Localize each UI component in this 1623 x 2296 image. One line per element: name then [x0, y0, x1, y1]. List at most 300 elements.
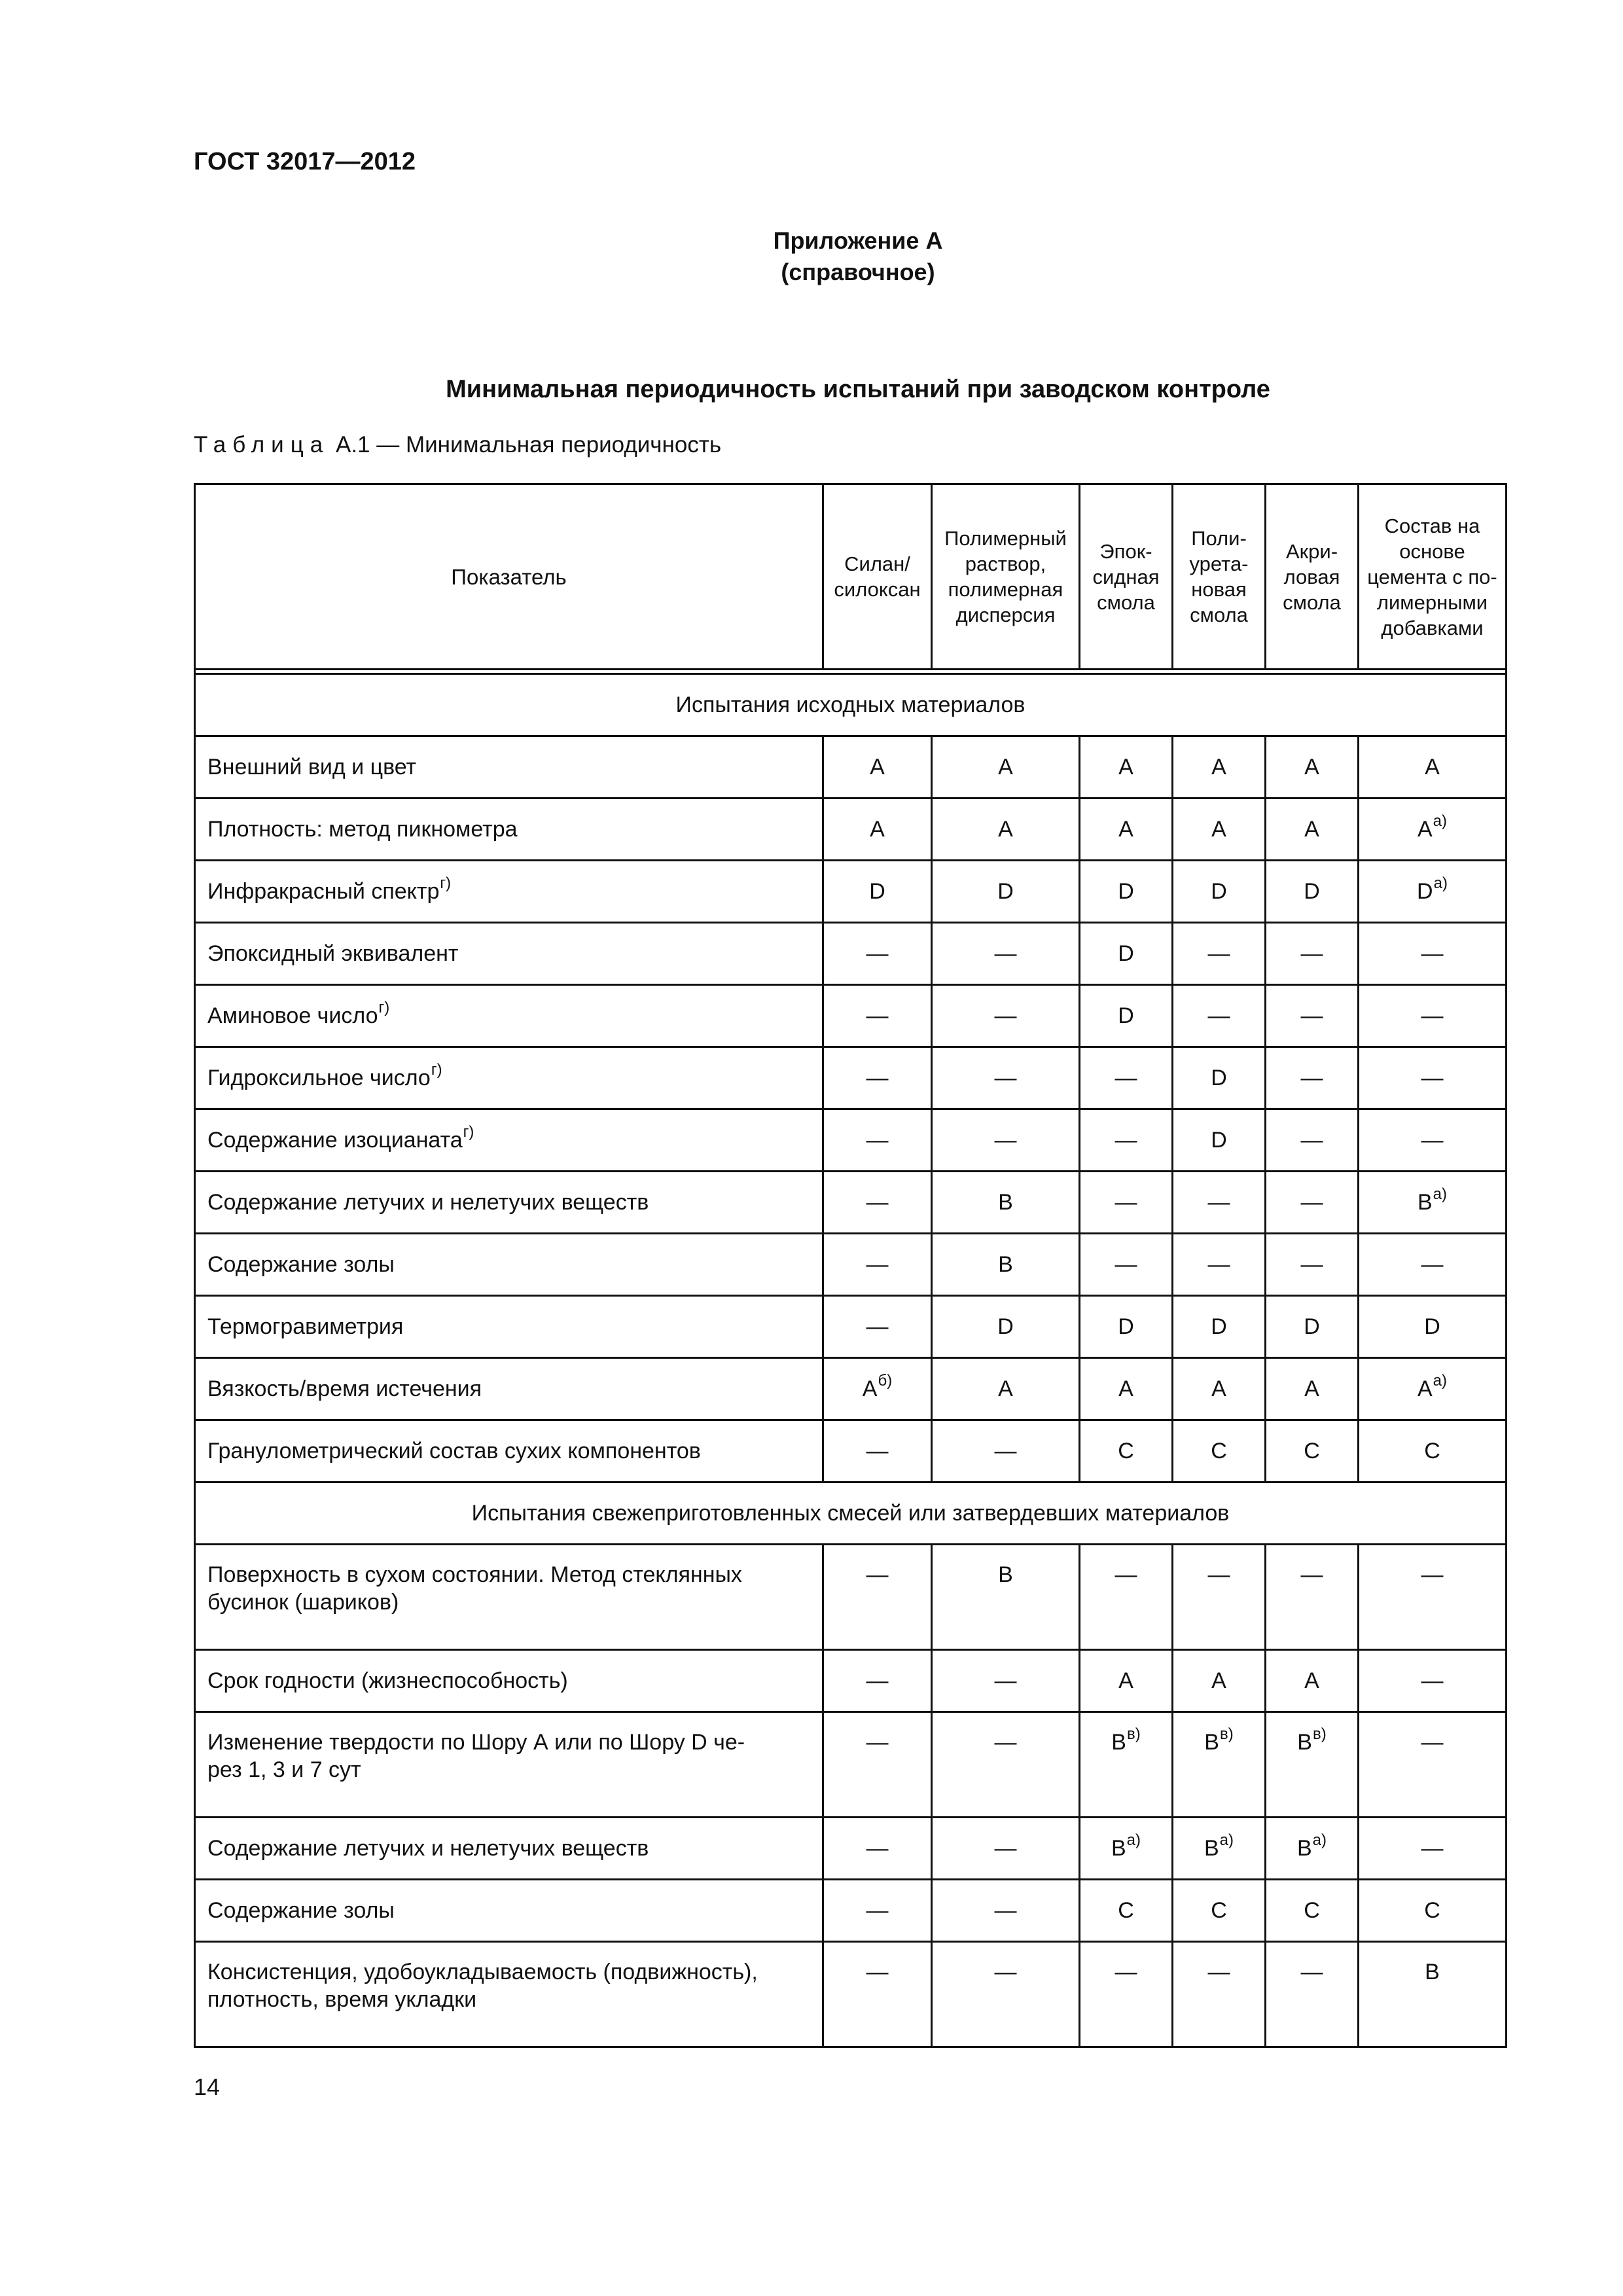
- parameter-name: [195, 1712, 823, 1818]
- header-line: Полимерный: [944, 527, 1067, 550]
- parameter-text: Содержание летучих и нелетучих веществ: [207, 1190, 649, 1215]
- value-cell: [1266, 1047, 1359, 1109]
- footnote-mark: г): [431, 1061, 442, 1079]
- value-text: A: [1304, 1376, 1319, 1401]
- value-cell: [1266, 1545, 1359, 1650]
- value-cell: [1266, 1712, 1359, 1818]
- value-text: —: [994, 1668, 1017, 1693]
- value-text: —: [994, 1960, 1017, 1984]
- value-cell: [823, 985, 932, 1047]
- value-text: B: [1204, 1730, 1219, 1755]
- value-text: —: [994, 941, 1017, 966]
- value-text: —: [1207, 941, 1230, 966]
- header-row: [195, 484, 1507, 670]
- value-cell: [1359, 1818, 1507, 1880]
- parameter-text: бусинок (шариков): [207, 1590, 399, 1615]
- value-cell: [823, 1172, 932, 1234]
- parameter-name: [195, 1109, 823, 1172]
- value-text: A: [1417, 1376, 1433, 1401]
- value-text: A: [1304, 755, 1319, 780]
- value-cell: [932, 1172, 1080, 1234]
- value-text: A: [1425, 755, 1440, 780]
- value-text: —: [994, 1003, 1017, 1028]
- value-cell: [1173, 923, 1266, 985]
- value-cell: [823, 1545, 932, 1650]
- value-cell: [1359, 736, 1507, 798]
- value-cell: [932, 1818, 1080, 1880]
- parameter-name: [195, 1880, 823, 1942]
- value-text: —: [1207, 1562, 1230, 1587]
- value-text: A: [1118, 1376, 1133, 1401]
- section-title: Минимальная периодичность испытаний при заводском контроле: [446, 376, 1270, 403]
- header-line: смола: [1283, 590, 1341, 614]
- value-cell: [1359, 1296, 1507, 1358]
- footnote-mark: а): [1433, 812, 1448, 831]
- parameter-name: [195, 1234, 823, 1296]
- value-text: —: [1421, 1562, 1444, 1587]
- value-cell: [1266, 1650, 1359, 1712]
- column-header-param: Показатель: [195, 484, 823, 670]
- value-text: —: [866, 1668, 889, 1693]
- footnote-mark: в): [1312, 1725, 1327, 1744]
- value-text: —: [1300, 1562, 1323, 1587]
- parameter-name: [195, 1296, 823, 1358]
- table-caption-text: — Минимальная периодичность: [370, 432, 722, 457]
- value-text: A: [1118, 817, 1133, 842]
- value-cell: [1080, 1545, 1173, 1650]
- footnote-mark: а): [1433, 874, 1448, 893]
- value-text: A: [1417, 817, 1433, 842]
- parameter-text: Гидроксильное число: [207, 1066, 431, 1090]
- value-cell: [932, 736, 1080, 798]
- value-cell: [1359, 1712, 1507, 1818]
- group-title: Испытания исходных материалов: [195, 674, 1507, 736]
- value-cell: [823, 1047, 932, 1109]
- value-text: D: [1118, 879, 1134, 904]
- value-text: D: [1211, 1314, 1227, 1339]
- parameter-name: [195, 798, 823, 861]
- value-cell: [1080, 1047, 1173, 1109]
- value-cell: [932, 1358, 1080, 1420]
- value-cell: [1173, 1296, 1266, 1358]
- value-cell: [932, 1420, 1080, 1482]
- footnote-mark: б): [878, 1372, 893, 1390]
- value-cell: [823, 1296, 932, 1358]
- value-text: A: [998, 1376, 1013, 1401]
- parameter-text: Внешний вид и цвет: [207, 755, 417, 780]
- value-text: —: [1300, 1190, 1323, 1215]
- value-text: D: [1304, 1314, 1320, 1339]
- table-row: [195, 1420, 1507, 1482]
- value-text: —: [1115, 1562, 1137, 1587]
- value-cell: [1359, 1420, 1507, 1482]
- parameter-text: Содержание летучих и нелетучих веществ: [207, 1836, 649, 1861]
- parameter-text: Эпоксидный эквивалент: [207, 941, 459, 966]
- value-cell: [1359, 1172, 1507, 1234]
- group-title: Испытания свежеприготовленных смесей или затвердевших материалов: [195, 1482, 1507, 1545]
- value-cell: [823, 798, 932, 861]
- footnote-mark: а): [1433, 1372, 1448, 1390]
- header-separator: [195, 670, 1507, 674]
- value-cell: [1173, 1358, 1266, 1420]
- parameter-text: Инфракрасный спектр: [207, 879, 440, 904]
- value-cell: [1080, 1172, 1173, 1234]
- value-text: —: [1421, 1836, 1444, 1861]
- annex-heading: [0, 225, 1623, 288]
- value-text: A: [1211, 755, 1226, 780]
- value-text: A: [862, 1376, 878, 1401]
- value-text: C: [1424, 1439, 1440, 1463]
- value-text: —: [866, 1960, 889, 1984]
- value-text: —: [1300, 1066, 1323, 1090]
- value-text: —: [866, 1439, 889, 1463]
- value-cell: [932, 1545, 1080, 1650]
- value-text: —: [994, 1439, 1017, 1463]
- table-row: [195, 1818, 1507, 1880]
- value-text: —: [994, 1730, 1017, 1755]
- value-cell: [823, 861, 932, 923]
- value-cell: [1359, 923, 1507, 985]
- value-cell: [1173, 1545, 1266, 1650]
- parameter-text: Термогравиметрия: [207, 1314, 404, 1339]
- value-text: —: [1300, 1252, 1323, 1277]
- value-text: —: [866, 1730, 889, 1755]
- value-cell: [1266, 1358, 1359, 1420]
- separator-cell: [195, 670, 1507, 674]
- value-text: D: [1211, 1128, 1227, 1153]
- value-cell: [1173, 1818, 1266, 1880]
- parameter-name: [195, 1047, 823, 1109]
- value-text: —: [1300, 1960, 1323, 1984]
- column-header-cement-polymer: [1359, 484, 1507, 670]
- header-line: Силан/: [844, 552, 910, 575]
- value-text: —: [866, 941, 889, 966]
- parameter-name: [195, 1818, 823, 1880]
- value-cell: [1359, 1650, 1507, 1712]
- value-text: —: [1115, 1128, 1137, 1153]
- value-cell: [1173, 736, 1266, 798]
- value-cell: [1266, 736, 1359, 798]
- footnote-mark: в): [1219, 1725, 1234, 1744]
- value-text: —: [1207, 1960, 1230, 1984]
- parameter-name: [195, 1420, 823, 1482]
- value-cell: [932, 1650, 1080, 1712]
- value-text: —: [1421, 1668, 1444, 1693]
- value-text: —: [1115, 1960, 1137, 1984]
- value-cell: [1173, 861, 1266, 923]
- value-text: D: [997, 879, 1014, 904]
- value-text: D: [1118, 1003, 1134, 1028]
- value-text: —: [1115, 1252, 1137, 1277]
- value-cell: [1173, 985, 1266, 1047]
- value-cell: [823, 1358, 932, 1420]
- parameter-text: Срок годности (жизнеспособность): [207, 1668, 568, 1693]
- value-text: —: [1421, 1128, 1444, 1153]
- value-cell: [1173, 1880, 1266, 1942]
- footnote-mark: в): [1126, 1725, 1141, 1744]
- table-row: [195, 1234, 1507, 1296]
- column-header-silane: [823, 484, 932, 670]
- table-row: [195, 736, 1507, 798]
- header-line: цемента с по-: [1367, 565, 1497, 588]
- value-text: C: [1424, 1898, 1440, 1923]
- parameter-name: [195, 923, 823, 985]
- value-text: A: [1118, 1668, 1133, 1693]
- value-text: B: [1425, 1960, 1440, 1984]
- value-text: B: [998, 1252, 1013, 1277]
- header-line: добавками: [1381, 616, 1484, 639]
- value-cell: [1359, 1109, 1507, 1172]
- value-text: C: [1304, 1898, 1320, 1923]
- value-cell: [1266, 1109, 1359, 1172]
- value-cell: [932, 985, 1080, 1047]
- parameter-text: плотность, время укладки: [207, 1987, 477, 2012]
- value-cell: [1080, 1234, 1173, 1296]
- value-cell: [823, 1818, 932, 1880]
- value-text: B: [1204, 1836, 1219, 1861]
- value-cell: [1266, 1296, 1359, 1358]
- value-cell: [1359, 1047, 1507, 1109]
- value-text: B: [998, 1190, 1013, 1215]
- value-text: A: [998, 817, 1013, 842]
- parameter-text: рез 1, 3 и 7 сут: [207, 1757, 361, 1782]
- value-cell: [1266, 1172, 1359, 1234]
- header-line: раствор,: [965, 552, 1046, 575]
- value-cell: [1173, 798, 1266, 861]
- value-cell: [1359, 985, 1507, 1047]
- table-row: [195, 1047, 1507, 1109]
- value-text: B: [998, 1562, 1013, 1587]
- value-cell: [1266, 985, 1359, 1047]
- table-row: [195, 1712, 1507, 1818]
- value-text: —: [866, 1836, 889, 1861]
- value-cell: [823, 736, 932, 798]
- value-cell: [1080, 1712, 1173, 1818]
- parameter-text: Аминовое число: [207, 1003, 378, 1028]
- footnote-mark: а): [1433, 1185, 1448, 1204]
- value-cell: [1080, 736, 1173, 798]
- header-line: урета-: [1189, 552, 1249, 575]
- value-text: C: [1211, 1898, 1227, 1923]
- value-text: D: [1417, 879, 1433, 904]
- value-cell: [1359, 1942, 1507, 2047]
- footnote-mark: а): [1219, 1831, 1234, 1850]
- annex-title: Приложение А: [773, 227, 943, 254]
- header-line: новая: [1191, 578, 1247, 601]
- parameter-text: Содержание золы: [207, 1252, 395, 1277]
- parameter-text: Вязкость/время истечения: [207, 1376, 482, 1401]
- header-line: дисперсия: [955, 603, 1056, 626]
- value-cell: [932, 1712, 1080, 1818]
- value-text: —: [994, 1128, 1017, 1153]
- value-cell: [1266, 1234, 1359, 1296]
- table-row: [195, 1880, 1507, 1942]
- value-text: A: [998, 755, 1013, 780]
- parameter-name: [195, 1650, 823, 1712]
- value-text: C: [1304, 1439, 1320, 1463]
- header-line: Поли-: [1191, 527, 1247, 550]
- value-text: A: [870, 817, 885, 842]
- header-line: сидная: [1092, 565, 1160, 588]
- parameter-text: Консистенция, удобоукладываемость (подвижность),: [207, 1960, 758, 1984]
- table-caption-number: А.1: [335, 432, 370, 457]
- parameter-text: Плотность: метод пикнометра: [207, 817, 518, 842]
- value-text: C: [1118, 1898, 1134, 1923]
- table-row: [195, 1172, 1507, 1234]
- document-code: ГОСТ 32017—2012: [194, 148, 416, 175]
- value-text: —: [1207, 1003, 1230, 1028]
- value-cell: [1173, 1712, 1266, 1818]
- table-row: [195, 1296, 1507, 1358]
- table-row: [195, 1358, 1507, 1420]
- value-text: A: [1211, 817, 1226, 842]
- value-cell: [1080, 798, 1173, 861]
- value-cell: [1173, 1172, 1266, 1234]
- value-text: —: [1300, 1128, 1323, 1153]
- parameter-name: [195, 736, 823, 798]
- group-row-fresh-mixes: [195, 1482, 1507, 1545]
- value-cell: [1266, 861, 1359, 923]
- value-cell: [1080, 1420, 1173, 1482]
- value-cell: [1359, 1545, 1507, 1650]
- table-row: [195, 861, 1507, 923]
- parameter-name: [195, 1358, 823, 1420]
- footnote-mark: г): [440, 874, 452, 893]
- value-cell: [1173, 1420, 1266, 1482]
- value-cell: [823, 1234, 932, 1296]
- value-text: —: [866, 1128, 889, 1153]
- value-text: D: [1118, 941, 1134, 966]
- value-cell: [1173, 1650, 1266, 1712]
- value-text: A: [1211, 1376, 1226, 1401]
- value-cell: [1359, 861, 1507, 923]
- value-cell: [823, 1109, 932, 1172]
- value-text: —: [1300, 941, 1323, 966]
- parameter-name: [195, 861, 823, 923]
- value-cell: [1173, 1234, 1266, 1296]
- column-header-polymer-mortar: [932, 484, 1080, 670]
- value-cell: [1359, 1880, 1507, 1942]
- value-cell: [1266, 923, 1359, 985]
- parameter-text: Изменение твердости по Шору А или по Шору D че-: [207, 1730, 745, 1755]
- annex-subtitle: (справочное): [781, 259, 935, 285]
- table-row: [195, 985, 1507, 1047]
- value-cell: [823, 1650, 932, 1712]
- column-header-epoxy: [1080, 484, 1173, 670]
- value-text: A: [1211, 1668, 1226, 1693]
- value-text: D: [1304, 879, 1320, 904]
- value-cell: [1080, 1880, 1173, 1942]
- value-cell: [1359, 1234, 1507, 1296]
- table-row: [195, 1545, 1507, 1650]
- header-line: силоксан: [834, 578, 921, 601]
- periodicity-table: [194, 483, 1507, 2048]
- table-row: [195, 1650, 1507, 1712]
- value-text: —: [1115, 1190, 1137, 1215]
- parameter-name: [195, 985, 823, 1047]
- value-text: B: [1417, 1190, 1433, 1215]
- value-text: D: [997, 1314, 1014, 1339]
- value-cell: [1266, 1818, 1359, 1880]
- value-text: B: [1297, 1730, 1312, 1755]
- value-text: —: [1300, 1003, 1323, 1028]
- footnote-mark: а): [1312, 1831, 1327, 1850]
- table-row: [195, 798, 1507, 861]
- value-text: —: [1115, 1066, 1137, 1090]
- header-line: ловая: [1283, 565, 1340, 588]
- column-header-acrylic: [1266, 484, 1359, 670]
- header-line: Акри-: [1285, 539, 1338, 563]
- value-cell: [1266, 1880, 1359, 1942]
- footnote-mark: г): [378, 999, 390, 1017]
- header-line: лимерными: [1376, 590, 1488, 614]
- table-caption: [194, 432, 721, 458]
- table-row: [195, 923, 1507, 985]
- value-cell: [932, 923, 1080, 985]
- value-text: —: [866, 1562, 889, 1587]
- value-cell: [932, 1109, 1080, 1172]
- header-line: полимерная: [948, 578, 1063, 601]
- value-text: A: [1304, 817, 1319, 842]
- value-cell: [1266, 1942, 1359, 2047]
- value-text: —: [1421, 1066, 1444, 1090]
- value-cell: [932, 1942, 1080, 2047]
- value-text: —: [1421, 1730, 1444, 1755]
- value-cell: [1080, 1109, 1173, 1172]
- value-cell: [1080, 1296, 1173, 1358]
- value-text: C: [1118, 1439, 1134, 1463]
- footnote-mark: г): [463, 1123, 474, 1141]
- header-line: Эпок-: [1099, 539, 1152, 563]
- value-text: A: [870, 755, 885, 780]
- parameter-name: [195, 1172, 823, 1234]
- value-cell: [1173, 1942, 1266, 2047]
- value-text: —: [994, 1066, 1017, 1090]
- value-text: —: [994, 1836, 1017, 1861]
- header-line: Состав на: [1384, 514, 1480, 537]
- value-text: B: [1111, 1836, 1126, 1861]
- value-cell: [823, 1420, 932, 1482]
- value-text: —: [866, 1252, 889, 1277]
- value-text: D: [1424, 1314, 1440, 1339]
- value-cell: [1080, 861, 1173, 923]
- table-row: [195, 1109, 1507, 1172]
- value-text: C: [1211, 1439, 1227, 1463]
- value-cell: [1080, 1650, 1173, 1712]
- value-cell: [1266, 798, 1359, 861]
- parameter-text: Гранулометрический состав сухих компонентов: [207, 1439, 701, 1463]
- group-row-raw-materials: [195, 674, 1507, 736]
- column-header-polyurethane: [1173, 484, 1266, 670]
- table-body: [195, 670, 1507, 2047]
- value-text: —: [866, 1003, 889, 1028]
- footnote-mark: а): [1126, 1831, 1141, 1850]
- parameter-name: [195, 1942, 823, 2047]
- value-cell: [1266, 1420, 1359, 1482]
- value-cell: [932, 861, 1080, 923]
- value-text: —: [866, 1898, 889, 1923]
- header-line: смола: [1190, 603, 1248, 626]
- value-text: —: [1421, 1252, 1444, 1277]
- value-text: D: [1118, 1314, 1134, 1339]
- value-cell: [1080, 1358, 1173, 1420]
- value-cell: [1173, 1109, 1266, 1172]
- value-cell: [1359, 798, 1507, 861]
- value-text: —: [1421, 941, 1444, 966]
- parameter-text: Поверхность в сухом состоянии. Метод стеклянных: [207, 1562, 742, 1587]
- value-text: D: [869, 879, 885, 904]
- value-cell: [823, 1942, 932, 2047]
